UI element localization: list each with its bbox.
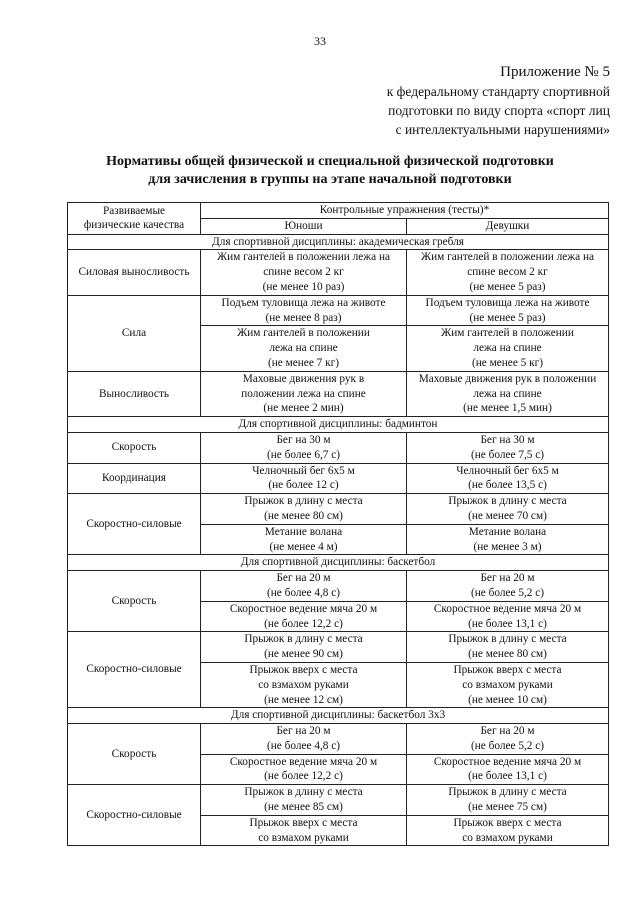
cell-line: Маховые движения рук в положении [418, 372, 597, 385]
cell-line: Скоростное ведение мяча 20 м [433, 755, 582, 768]
cell-line: (не менее 5 раз) [469, 311, 546, 324]
cell-line: Бег на 30 м [480, 433, 535, 446]
cell-line: (не более 7,5 с) [470, 448, 545, 461]
table-row [68, 250, 609, 295]
cell-line: (не более 13,1 с) [468, 617, 547, 630]
girls-norm-cell [407, 785, 609, 816]
cell-line: со взмахом руками [462, 678, 553, 691]
appendix-line: к федеральному стандарту спортивной [386, 84, 610, 99]
table-row [68, 494, 609, 525]
boys-norm-cell [201, 632, 407, 663]
quality-cell: Сила [68, 295, 201, 371]
section-title-row [68, 417, 609, 433]
girls-norm-cell [407, 295, 609, 326]
cell-line: Жим гантелей в положении лежа на [217, 251, 390, 264]
cell-line: Прыжок в длину с места [244, 495, 363, 508]
cell-line: Бег на 30 м [276, 433, 331, 446]
cell-line: Подъем туловища лежа на животе [221, 296, 386, 309]
quality-cell: Скорость [68, 432, 201, 463]
cell-line: Прыжок вверх с места [249, 816, 358, 829]
boys-norm-cell [201, 662, 407, 707]
header-quality-line: физические качества [83, 219, 185, 232]
cell-line: Челночный бег 6х5 м [252, 464, 355, 477]
quality-cell: Координация [68, 463, 201, 494]
girls-norm-cell [407, 463, 609, 494]
cell-line: со взмахом руками [258, 831, 349, 844]
cell-line: (не более 5,2 с) [470, 586, 545, 599]
cell-line: лежа на спине [269, 342, 338, 355]
cell-line: (не менее 75 см) [468, 801, 547, 814]
table-row [68, 371, 609, 416]
section-title-cell: Для спортивной дисциплины: баскетбол 3х3 [68, 708, 609, 724]
cell-line: (не менее 70 см) [468, 509, 547, 522]
header-boys-cell: Юноши [201, 218, 407, 234]
title-line: Нормативы общей физической и специальной физической подготовки [106, 154, 554, 169]
cell-line: Прыжок вверх с места [249, 663, 358, 676]
boys-norm-cell [201, 524, 407, 555]
boys-norm-cell [201, 463, 407, 494]
girls-norm-cell [407, 432, 609, 463]
section-title-row [68, 234, 609, 250]
table-row [68, 632, 609, 663]
appendix-heading: Приложение № 5 [500, 64, 610, 80]
cell-line: (не менее 85 см) [264, 801, 343, 814]
page-number: 33 [314, 34, 326, 48]
girls-norm-cell [407, 326, 609, 371]
cell-line: Жим гантелей в положении [441, 327, 574, 340]
boys-norm-cell [201, 432, 407, 463]
header-quality-line: Развиваемые [102, 204, 166, 217]
cell-line: со взмахом руками [462, 831, 553, 844]
cell-line: (не менее 1,5 мин) [463, 402, 552, 415]
cell-line: со взмахом руками [258, 678, 349, 691]
header-tests-cell: Контрольные упражнения (тесты)* [201, 203, 609, 219]
quality-cell: Скорость [68, 724, 201, 785]
boys-norm-cell [201, 295, 407, 326]
section-title-cell: Для спортивной дисциплины: бадминтон [68, 417, 609, 433]
appendix-line: с интеллектуальными нарушениями» [395, 122, 610, 137]
girls-norm-cell [407, 815, 609, 846]
quality-cell: Силовая выносливость [68, 250, 201, 295]
quality-cell: Скоростно-силовые [68, 785, 201, 846]
cell-line: (не менее 3 м) [473, 540, 542, 553]
cell-line: Прыжок в длину с места [448, 786, 567, 799]
cell-line: (не менее 12 см) [264, 693, 343, 706]
boys-norm-cell [201, 371, 407, 416]
cell-line: (не более 4,8 с) [266, 739, 341, 752]
cell-line: спине весом 2 кг [263, 266, 344, 279]
boys-norm-cell [201, 326, 407, 371]
table-row [68, 295, 609, 326]
table-row [68, 785, 609, 816]
cell-line: (не менее 10 раз) [262, 280, 345, 293]
appendix-line: подготовки по виду спорта «спорт лиц [388, 103, 610, 118]
table-row [68, 571, 609, 602]
section-title-row [68, 555, 609, 571]
cell-line: Скоростное ведение мяча 20 м [433, 602, 582, 615]
table-row [68, 463, 609, 494]
girls-norm-cell [407, 724, 609, 755]
title-line: для зачисления в группы на этапе начальной подготовки [148, 172, 512, 187]
cell-line: Подъем туловища лежа на животе [425, 296, 590, 309]
cell-line: положении лежа на спине [241, 387, 366, 400]
boys-norm-cell [201, 571, 407, 602]
boys-norm-cell [201, 250, 407, 295]
cell-line: (не менее 10 см) [468, 693, 547, 706]
cell-line: (не более 13,5 с) [468, 479, 547, 492]
cell-line: (не менее 80 см) [468, 648, 547, 661]
cell-line: спине весом 2 кг [467, 266, 548, 279]
girls-norm-cell [407, 524, 609, 555]
header-girls-cell: Девушки [407, 218, 609, 234]
cell-line: (не более 13,1 с) [468, 770, 547, 783]
norms-table [67, 202, 609, 846]
cell-line: (не менее 90 см) [264, 648, 343, 661]
cell-line: лежа на спине [473, 342, 542, 355]
cell-line: Бег на 20 м [276, 725, 331, 738]
cell-line: Жим гантелей в положении лежа на [421, 251, 594, 264]
cell-line: Бег на 20 м [480, 725, 535, 738]
cell-line: Прыжок в длину с места [244, 786, 363, 799]
cell-line: (не менее 8 раз) [265, 311, 342, 324]
girls-norm-cell [407, 371, 609, 416]
header-quality-cell [68, 203, 201, 235]
cell-line: (не более 12,2 с) [264, 770, 343, 783]
girls-norm-cell [407, 662, 609, 707]
girls-norm-cell [407, 494, 609, 525]
document-title [60, 153, 600, 189]
section-title-cell: Для спортивной дисциплины: баскетбол [68, 555, 609, 571]
cell-line: (не более 4,8 с) [266, 586, 341, 599]
girls-norm-cell [407, 601, 609, 632]
cell-line: Прыжок в длину с места [244, 633, 363, 646]
table-row [68, 432, 609, 463]
girls-norm-cell [407, 571, 609, 602]
cell-line: Маховые движения рук в [242, 372, 365, 385]
boys-norm-cell [201, 601, 407, 632]
cell-line: Скоростное ведение мяча 20 м [229, 602, 378, 615]
cell-line: лежа на спине [473, 387, 542, 400]
norms-table-body [68, 234, 609, 846]
boys-norm-cell [201, 754, 407, 785]
quality-cell: Скоростно-силовые [68, 632, 201, 708]
cell-line: (не менее 7 кг) [267, 356, 340, 369]
cell-line: (не менее 4 м) [269, 540, 338, 553]
appendix-block [290, 63, 610, 139]
cell-line: (не менее 5 раз) [469, 280, 546, 293]
boys-norm-cell [201, 724, 407, 755]
cell-line: (не менее 80 см) [264, 509, 343, 522]
section-title-cell: Для спортивной дисциплины: академическая гребля [68, 234, 609, 250]
quality-cell: Выносливость [68, 371, 201, 416]
cell-line: Прыжок вверх с места [453, 816, 562, 829]
girls-norm-cell [407, 250, 609, 295]
quality-cell: Скоростно-силовые [68, 494, 201, 555]
cell-line: Метание волана [468, 525, 547, 538]
cell-line: Челночный бег 6х5 м [456, 464, 559, 477]
cell-line: (не более 6,7 с) [266, 448, 341, 461]
cell-line: Скоростное ведение мяча 20 м [229, 755, 378, 768]
cell-line: Метание волана [264, 525, 343, 538]
cell-line: Бег на 20 м [480, 572, 535, 585]
table-header-row [68, 203, 609, 219]
girls-norm-cell [407, 632, 609, 663]
section-title-row [68, 708, 609, 724]
cell-line: (не более 12 с) [268, 479, 339, 492]
cell-line: Прыжок в длину с места [448, 495, 567, 508]
quality-cell: Скорость [68, 571, 201, 632]
cell-line: (не менее 5 кг) [471, 356, 544, 369]
cell-line: Прыжок вверх с места [453, 663, 562, 676]
cell-line: Прыжок в длину с места [448, 633, 567, 646]
cell-line: (не менее 2 мин) [263, 402, 344, 415]
boys-norm-cell [201, 494, 407, 525]
cell-line: (не более 12,2 с) [264, 617, 343, 630]
table-row [68, 724, 609, 755]
cell-line: Жим гантелей в положении [237, 327, 370, 340]
boys-norm-cell [201, 815, 407, 846]
boys-norm-cell [201, 785, 407, 816]
cell-line: Бег на 20 м [276, 572, 331, 585]
girls-norm-cell [407, 754, 609, 785]
cell-line: (не более 5,2 с) [470, 739, 545, 752]
